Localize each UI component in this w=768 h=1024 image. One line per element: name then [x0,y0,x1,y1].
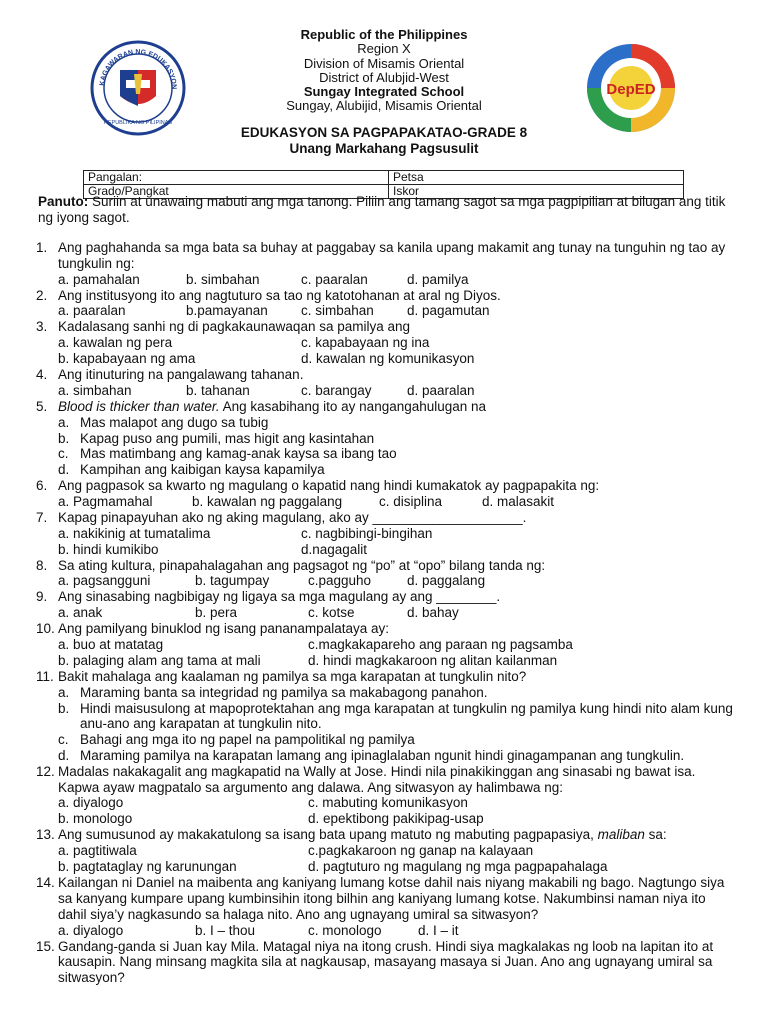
choice[interactable]: c. disiplina [379,493,443,509]
question-item [36,240,736,288]
choice[interactable]: Maraming pamilya na karapatan lamang ang ipinaglalaban ngunit hindi ginagampanan ang tungkulin. [80,747,685,763]
question-item [36,367,736,399]
question-item [36,319,736,367]
choice[interactable]: b. tagumpay [195,573,270,589]
question-item [36,621,736,669]
choice[interactable]: a. buo at matatag [58,636,164,652]
choice[interactable]: Maraming banta sa integridad ng pamilya sa makabagong panahon. [80,684,488,700]
choice[interactable]: Mas matimbang ang kamag-anak kaysa sa ibang tao [80,446,397,462]
question-item [36,589,736,621]
question-text: Kadalasang sanhi ng di pagkakaunawaqan sa pamilya ang [58,319,411,335]
question-item [36,827,736,875]
choice[interactable]: b. monologo [58,811,133,827]
choice[interactable]: d. pagamutan [407,303,490,319]
choice[interactable]: c. mabuting komunikasyon [308,795,468,811]
choice[interactable]: b. simbahan [186,271,260,287]
question-text: Blood is thicker than water. Ang kasabihang ito ay nangangahulugan na [58,398,487,414]
choice[interactable]: b. palaging alam ang tama at mali [58,652,261,668]
date-field[interactable]: Petsa [389,171,684,185]
choice[interactable]: b. kapabayaan ng ama [58,351,196,367]
question-text: Ang pamilyang binuklod ng isang pananampalataya ay: [58,621,389,637]
question-number: 12. [36,763,55,779]
question-number: 6. [36,477,48,493]
choice[interactable]: c. monologo [308,922,382,938]
choice[interactable]: c. paaralan [301,271,368,287]
choice[interactable]: a. simbahan [58,382,132,398]
exam-title [0,125,768,157]
question-number: 13. [36,827,55,843]
choice[interactable]: b. kawalan ng paggalang [192,493,343,509]
choice[interactable]: c. barangay [301,382,372,398]
question-text: Bakit mahalaga ang kaalaman ng pamilya sa mga karapatan at tungkulin nito? [58,668,527,684]
question-number: 9. [36,589,48,605]
school-name: Sungay Integrated School [303,84,465,100]
exam-title-line1: EDUKASYON SA PAGPAPAKATAO-GRADE 8 [240,125,528,140]
question-number: 11. [36,668,54,684]
choice[interactable]: a. kawalan ng pera [58,335,173,351]
svg-text:REPUBLIKA NG PILIPINAS: REPUBLIKA NG PILIPINAS [103,120,173,126]
choice[interactable]: c. kotse [308,605,355,621]
choice[interactable]: a. paaralan [58,303,126,319]
question-text: Kapag pinapayuhan ako ng aking magulang, ako ay ____________________. [58,509,527,525]
question-number: 7. [36,509,48,525]
choice[interactable]: d.nagagalit [301,541,368,557]
choice[interactable]: a. diyalogo [58,922,124,938]
choice[interactable]: a. nakikinig at tumatalima [58,525,211,541]
instructions-label: Panuto: [38,194,89,209]
choice[interactable]: d. paggalang [407,573,486,589]
question-text: Ang sinasabing nagbibigay ng ligaya sa mga magulang ay ang ________. [58,589,501,605]
choice[interactable]: Hindi maisusulong at mapoprotektahan ang mga karapatan at tungkulin ng pamilya kung hindi nito alam kung anu-ano ang karapatan at tungkulin nito. [80,700,733,732]
choice[interactable]: Kampihan ang kaibigan kaysa kapamilya [80,462,325,478]
choice[interactable]: a. Pagmamahal [58,493,153,509]
choice[interactable]: b. tahanan [186,382,250,398]
question-text: Ang pagpasok sa kwarto ng magulang o kapatid nang hindi kumakatok ay pagpapakita ng: [58,477,600,493]
school-header [0,28,768,114]
question-number: 15. [36,938,55,954]
svg-text:DepED: DepED [606,81,656,98]
region-line: Region X [357,41,411,57]
question-number: 14. [36,875,55,891]
exam-title-line2: Unang Markahang Pagsusulit [289,141,479,156]
question-text: Ang institusyong ito ang nagtuturo sa tao ng katotohanan at aral ng Diyos. [58,287,501,303]
choice[interactable]: Kapag puso ang pumili, mas higit ang kasintahan [80,430,375,446]
choice[interactable]: a. pagsangguni [58,573,151,589]
question-item [36,875,736,938]
choice[interactable]: d. kawalan ng komunikasyon [301,351,475,367]
division-line: Division of Misamis Oriental [303,55,465,71]
instructions-text: Suriin at unawaing mabuti ang mga tanong. Piliin ang tamang sagot sa mga pagpipilian at bilugan ang titik ng iyong sagot. [38,194,726,225]
question-text: Ang paghahanda sa mga bata sa buhay at paggabay sa kanila upang makamit ang tunay na tunguhin ng tao ay tungkulin ng: [58,240,726,271]
republic-line: Republic of the Philippines [300,27,468,42]
question-text: Ang sumusunod ay makakatulong sa isang bata upang matuto ng mabuting pagpapasiya, maliban sa: [58,827,667,843]
choice[interactable]: c.magkakapareho ang paraan ng pagsamba [308,636,573,652]
grade-section-field[interactable]: Grado/Pangkat [84,185,389,199]
choice[interactable]: Mas malapot ang dugo sa tubig [80,414,269,430]
choice[interactable]: b. hindi kumikibo [58,541,159,557]
choice[interactable]: d. epektibong pakikipag-usap [308,811,484,827]
svg-text:KAGAWARAN NG EDUKASYON: KAGAWARAN NG EDUKASYON [99,49,178,90]
question-item [36,288,736,320]
choice[interactable]: a. diyalogo [58,795,124,811]
choice[interactable]: d. paaralan [407,382,475,398]
question-text: Gandang-ganda si Juan kay Mila. Matagal niya na itong crush. Hindi siya magkalakas ng loob na lapitan ito at kausapin. Nang minsang magkita sila at nagkausap, masayang masaya si Juan. Ano ang ugnayang umiral sa sitwasyon? [58,938,714,986]
choice[interactable]: c.pagguho [308,573,372,589]
question-number: 3. [36,319,48,335]
choice[interactable]: b. I – thou [195,922,256,938]
choice[interactable]: d. pamilya [407,271,469,287]
question-item [36,478,736,510]
score-field[interactable]: Iskor [389,185,684,199]
choice[interactable]: b. pera [195,605,238,621]
question-text: Sa ating kultura, pinapahalagahan ang pagsagot ng “po” at “opo” bilang tanda ng: [58,557,546,573]
choice[interactable]: a. pagtitiwala [58,843,137,859]
question-number: 2. [36,287,48,303]
choice[interactable]: c. kapabayaan ng ina [301,335,430,351]
choice[interactable]: d. pagtuturo ng magulang ng mga pagpapahalaga [308,859,608,875]
question-item [36,558,736,590]
instructions [38,194,728,226]
question-list [36,240,736,986]
choice[interactable]: c. simbahan [301,303,374,319]
school-address: Sungay, Alubijid, Misamis Oriental [286,98,482,114]
choice[interactable]: d. malasakit [482,493,555,509]
question-text: Kailangan ni Daniel na maibenta ang kaniyang lumang kotse dahil nais niyang makabili ng bago. Nagtungo siya sa kanyang kumpare upang kumbinsihin itong bilhin ang kaniyang lumang kotse. Nakumbinsi naman niya ito dahil siya’y nagkasundo sa halaga nito. Ano ang ugnayang umiral sa sitwasyon? [58,875,725,922]
choice[interactable]: c.pagkakaroon ng ganap na kalayaan [308,843,534,859]
choice[interactable]: d. bahay [407,605,459,621]
district-line: District of Alubjid-West [319,69,449,85]
choice[interactable]: b. pagtataglay ng karunungan [58,859,237,875]
question-item: 11. Bakit mahalaga ang kaalaman ng pamilya sa mga karapatan at tungkulin nito? a. Maraming banta sa integridad ng pamilya sa makabagong panahon. b. Hindi maisusulong at mapoprotektahan ang mga karapatan at tungkulin ng pamilya kung hindi nito alam kung anu-ano ang karapatan at tungkulin nito. c. Bahagi ang mga ito ng papel na pampolitikal ng pamilya d. Maraming pamilya na karapatan lamang ang ipinaglalaban ngunit hindi ginagampanan ang tungkulin. [36,669,736,764]
question-item: 5. Blood is thicker than water. Ang kasabihang ito ay nangangahulugan na a. Mas malapot ang dugo sa tubig b. Kapag puso ang pumili, mas higit ang kasintahan c. Mas matimbang ang kamag-anak kaysa sa ibang tao d. Kampihan ang kaibigan kaysa kapamilya [36,399,736,478]
question-number: 1. [36,240,48,255]
choice[interactable]: a. pamahalan [58,271,140,287]
name-field[interactable]: Pangalan: [84,171,389,185]
choice[interactable]: d. hindi magkakaroon ng alitan kailanman [308,652,558,668]
question-number: 5. [36,398,48,414]
choice[interactable]: a. anak [58,605,103,621]
question-text: Madalas nakakagalit ang magkapatid na Wally at Jose. Hindi nila pinakikinggan ang sinasabi ng bawat isa. Kapwa ayaw magpatalo sa argumento ang dalawa. Ang sitwasyon ay halimbawa ng: [58,763,696,795]
choice[interactable]: Bahagi ang mga ito ng papel na pampolitikal ng pamilya [80,732,415,748]
choice[interactable]: d. I – it [418,922,459,938]
question-number: 4. [36,367,48,383]
question-item [36,939,736,986]
choice[interactable]: b.pamayanan [186,303,268,319]
question-item [36,764,736,828]
question-item [36,510,736,558]
question-quote: Blood is thicker than water. [58,398,220,414]
question-number: 8. [36,557,48,573]
question-number: 10. [36,621,55,637]
question-text: Ang itinuturing na pangalawang tahanan. [58,367,304,383]
choice[interactable]: c. nagbibingi-bingihan [301,525,433,541]
